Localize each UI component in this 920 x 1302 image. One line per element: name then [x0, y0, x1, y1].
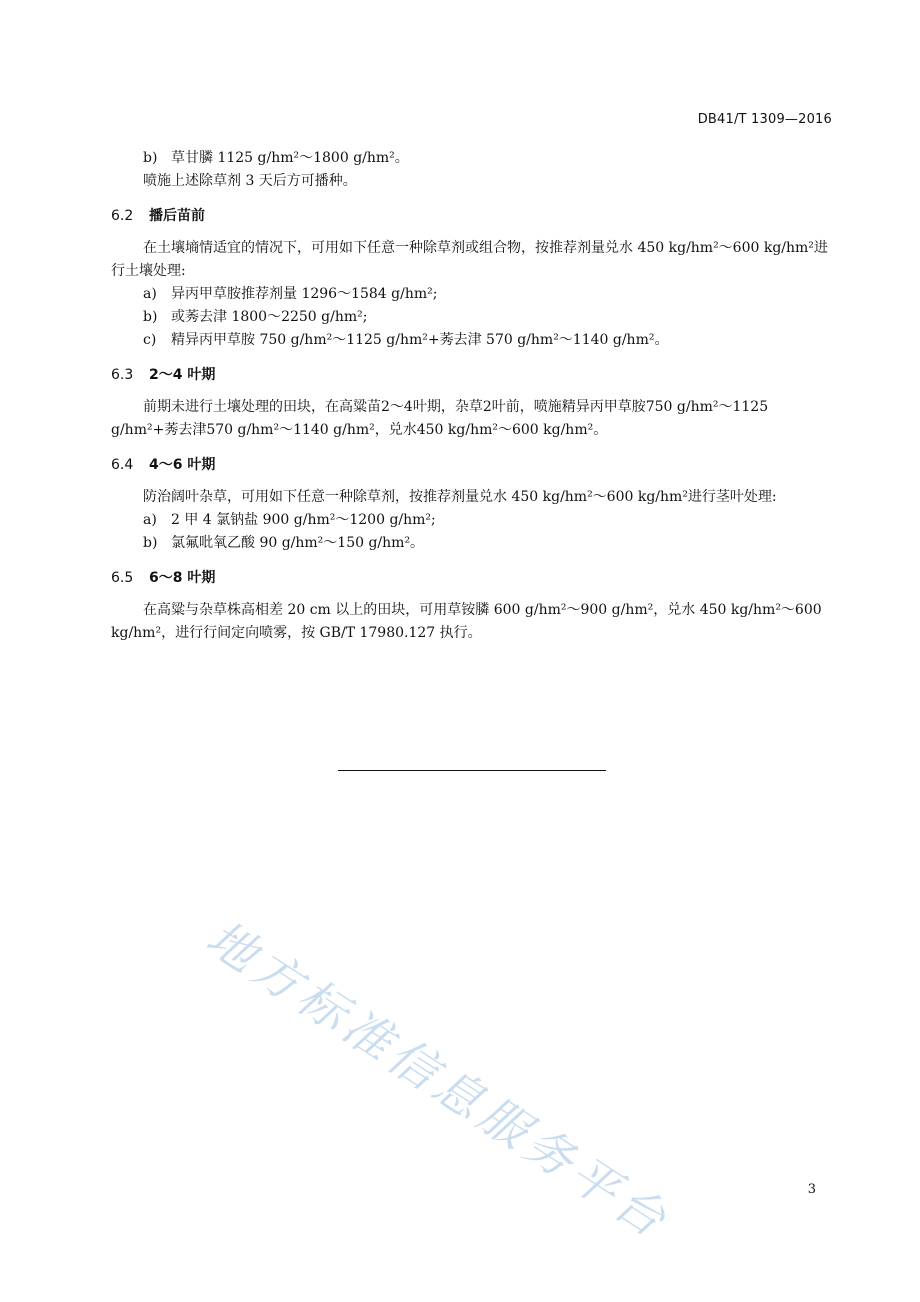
list-text: 或莠去津 1800～2250 g/hm²; [171, 309, 368, 325]
list-item [111, 306, 833, 329]
paragraph: 前期未进行土壤处理的田块，在高粱苗2～4叶期，杂草2叶前，喷施精异丙甲草胺750 g/hm²～1125 g/hm²+莠去津570 g/hm²～1140 g/hm²，兑水450 kg/hm²～600 kg/hm²。 [111, 399, 769, 438]
section-heading-6-3 [111, 363, 833, 387]
section-title: 4～6 叶期 [149, 457, 216, 473]
section-title: 播后苗前 [149, 208, 205, 224]
list-text: 草甘膦 1125 g/hm²～1800 g/hm²。 [171, 150, 409, 166]
list-item [111, 329, 833, 352]
list-text: 2 甲 4 氯钠盐 900 g/hm²～1200 g/hm²; [171, 512, 436, 528]
list-item [111, 509, 833, 532]
document-body [111, 147, 833, 645]
list-item [111, 283, 833, 306]
paragraph: 在土壤墒情适宜的情况下，可用如下任意一种除草剂或组合物，按推荐剂量兑水 450 kg/hm²～600 kg/hm²进行土壤处理: [111, 240, 828, 279]
section-number: 6.2 [111, 208, 134, 224]
end-rule [338, 770, 606, 771]
section-heading-6-2 [111, 204, 833, 228]
section-number: 6.3 [111, 367, 134, 383]
section-number: 6.5 [111, 570, 134, 586]
section-number: 6.4 [111, 457, 134, 473]
paragraph: 防治阔叶杂草，可用如下任意一种除草剂，按推荐剂量兑水 450 kg/hm²～600 kg/hm²进行茎叶处理: [143, 489, 777, 505]
list-marker: b) [143, 150, 158, 166]
paragraph: 在高粱与杂草株高相差 20 cm 以上的田块，可用草铵膦 600 g/hm²～900 g/hm²，兑水 450 kg/hm²～600 kg/hm²，进行行间定向喷雾，按 GB/T 17980.127 执行。 [111, 602, 822, 641]
section-heading-6-4 [111, 453, 833, 477]
list-marker: a) [143, 512, 157, 528]
document-code: DB41/T 1309—2016 [697, 112, 832, 127]
section-heading-6-5 [111, 566, 833, 590]
list-marker: b) [143, 535, 158, 551]
list-item [111, 147, 833, 170]
list-item [111, 532, 833, 555]
list-text: 氯氟吡氧乙酸 90 g/hm²～150 g/hm²。 [171, 535, 425, 551]
section-title: 2～4 叶期 [149, 367, 216, 383]
section-title: 6～8 叶期 [149, 570, 216, 586]
list-text: 精异丙甲草胺 750 g/hm²～1125 g/hm²+莠去津 570 g/hm²～1140 g/hm²。 [171, 332, 669, 348]
watermark: 地方标准信息服务平台 [196, 909, 680, 1251]
list-text: 异丙甲草胺推荐剂量 1296～1584 g/hm²; [171, 286, 438, 302]
list-marker: c) [143, 332, 157, 348]
paragraph: 喷施上述除草剂 3 天后方可播种。 [143, 173, 357, 189]
list-marker: b) [143, 309, 158, 325]
list-marker: a) [143, 286, 157, 302]
page-number: 3 [807, 1182, 816, 1197]
